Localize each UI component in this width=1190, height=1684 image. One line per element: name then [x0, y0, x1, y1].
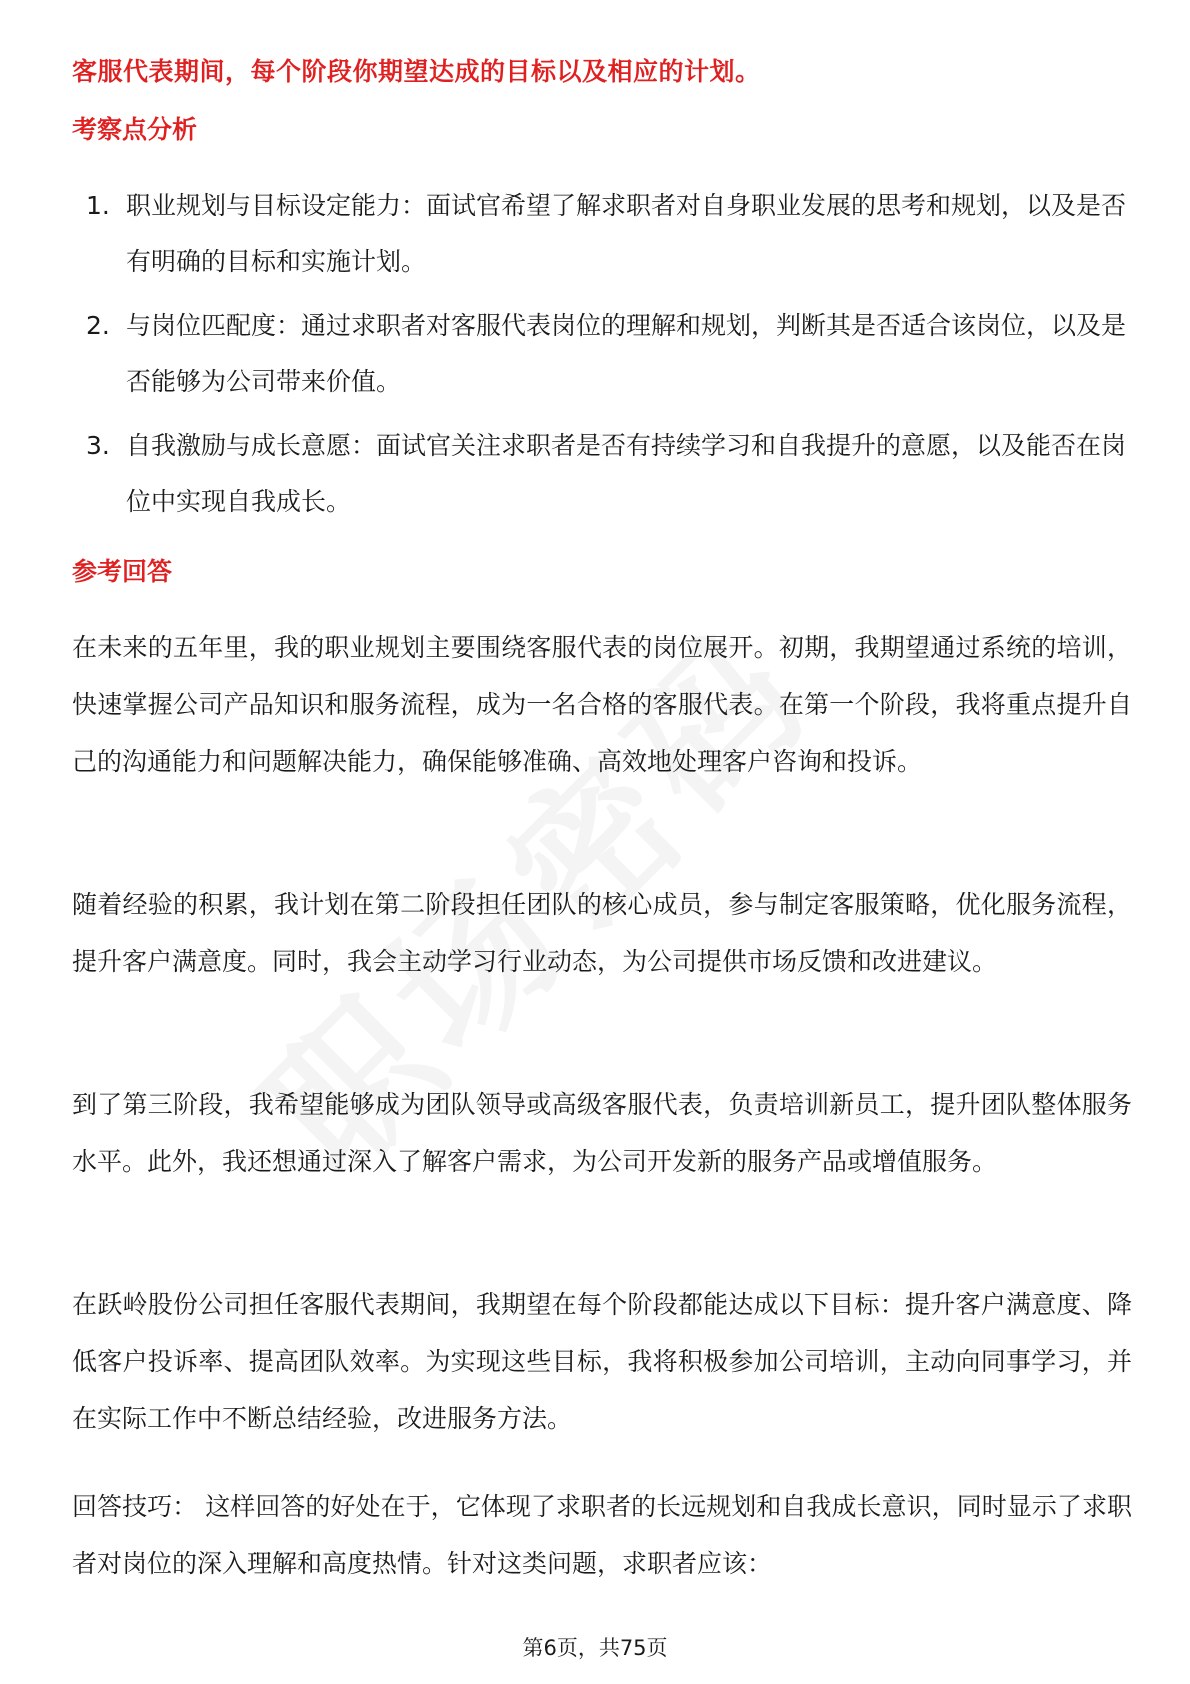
list-text: 与岗位匹配度：通过求职者对客服代表岗位的理解和规划，判断其是否适合该岗位，以及是否能够为公司带来价值。: [126, 311, 1127, 396]
list-number: 3.: [86, 431, 110, 460]
analysis-list: [72, 178, 1132, 538]
page-number: 第6页，共75页: [522, 1636, 668, 1660]
list-item: [72, 418, 1132, 530]
list-item: [72, 178, 1132, 290]
answer-heading: 参考回答: [72, 557, 173, 586]
list-text: 自我激励与成长意愿：面试官关注求职者是否有持续学习和自我提升的意愿，以及能否在岗位中实现自我成长。: [126, 431, 1127, 516]
answer-paragraph: 随着经验的积累，我计划在第二阶段担任团队的核心成员，参与制定客服策略，优化服务流程，提升客户满意度。同时，我会主动学习行业动态，为公司提供市场反馈和改进建议。: [72, 890, 1132, 976]
list-text: 职业规划与目标设定能力：面试官希望了解求职者对自身职业发展的思考和规划，以及是否有明确的目标和实施计划。: [126, 191, 1127, 276]
list-number: 1.: [86, 191, 110, 220]
list-item: [72, 298, 1132, 410]
list-number: 2.: [86, 311, 110, 340]
answer-paragraph: 在跃岭股份公司担任客服代表期间，我期望在每个阶段都能达成以下目标：提升客户满意度、降低客户投诉率、提高团队效率。为实现这些目标，我将积极参加公司培训，主动向同事学习，并在实际工作中不断总结经验，改进服务方法。: [72, 1290, 1132, 1433]
question-title: 客服代表期间，每个阶段你期望达成的目标以及相应的计划。: [72, 57, 761, 86]
analysis-heading: 考察点分析: [72, 115, 198, 144]
answer-paragraph: 在未来的五年里，我的职业规划主要围绕客服代表的岗位展开。初期，我期望通过系统的培训，快速掌握公司产品知识和服务流程，成为一名合格的客服代表。在第一个阶段，我将重点提升自己的沟通能力和问题解决能力，确保能够准确、高效地处理客户咨询和投诉。: [72, 633, 1132, 776]
answer-paragraph: 到了第三阶段，我希望能够成为团队领导或高级客服代表，负责培训新员工，提升团队整体服务水平。此外，我还想通过深入了解客户需求，为公司开发新的服务产品或增值服务。: [72, 1090, 1132, 1176]
answer-tip-paragraph: 回答技巧： 这样回答的好处在于，它体现了求职者的长远规划和自我成长意识，同时显示了求职者对岗位的深入理解和高度热情。针对这类问题，求职者应该：: [72, 1492, 1132, 1578]
